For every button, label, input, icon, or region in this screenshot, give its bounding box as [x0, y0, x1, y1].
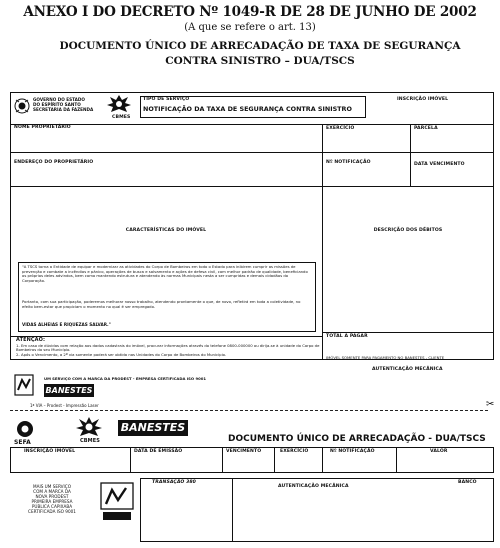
cbmes-label: CBMES — [112, 115, 131, 120]
attention-item-2: 2- Após o Vencimento, a 2ª via somente poderá ser obtida nas Unidades do Corpo de Bombeiros do Município. — [16, 352, 227, 357]
decree-reference: (A que se refere o art. 13) — [184, 22, 316, 33]
bottom-fiscal-year-label: EXERCÍCIO — [280, 449, 309, 454]
fire-department-emblem-icon — [74, 416, 104, 438]
property-features-label: CARACTERÍSTICAS DO IMÓVEL — [125, 228, 207, 233]
prodest-service-line: UM SERVIÇO COM A MARCA DA PRODEST - EMPRESA CERTIFICADA ISO 9001 — [44, 376, 207, 381]
information-slogan: VIDAS ALHEIAS E RIQUEZAS SALVAR." — [22, 322, 111, 327]
row-divider — [10, 124, 494, 125]
total-due-label: TOTAL A PAGAR — [326, 334, 368, 339]
cbmes-label: CBMES — [80, 438, 100, 444]
first-copy-line: 1ª VIA – Prodest - Impressão Laser — [30, 403, 99, 408]
col-divider — [322, 186, 323, 360]
fire-department-emblem-icon — [106, 94, 132, 114]
prodest-line-2: COM A MARCA DA — [33, 489, 71, 494]
scissors-icon: ✂ — [486, 399, 495, 410]
col-divider — [322, 447, 323, 473]
transaction-label: TRANSAÇÃO 380 — [152, 480, 196, 485]
cut-line — [10, 410, 488, 411]
owner-name-label: NOME PROPRIETÁRIO — [14, 125, 71, 130]
col-divider — [130, 447, 131, 473]
sefa-label: SEFA — [14, 439, 31, 446]
information-paragraph-1: "A TSCS torna a Entidade de equipar e modernizar as atividades do Corpo de Bombeiros em todo o Estado para inibirem cumprir as missões de prevenção e combate a incêndios e pânico, operações de busca e salvamento e ações de defesa civil, com melhor padrão de qualidade, beneficiando os próprios deles advindos, bem como mantendo estrutura e atendendo às normas Municipais nesta a ser cumpridas e demais cidadãos do Corporação. — [22, 264, 308, 283]
banestes-only-note: IMÓVEL SOMENTE PARA PAGAMENTO NO BANESTES - CLIENTE — [326, 355, 445, 360]
prodest-line-4: PRIMEIRA EMPRESA — [31, 499, 73, 504]
due-date-label: DATA VENCIMENTO — [414, 162, 465, 167]
col-divider — [396, 447, 397, 473]
attention-label: ATENÇÃO: — [16, 337, 46, 343]
bottom-due-date-label: VENCIMENTO — [226, 449, 262, 454]
row-divider — [10, 186, 494, 187]
row-divider — [10, 336, 322, 337]
prodest-line-6: CERTIFICADA ISO 9001 — [28, 509, 76, 514]
service-type-label: TIPO DE SERVIÇO — [143, 97, 190, 102]
decree-title: ANEXO I DO DECRETO Nº 1049-R DE 28 DE JUNHO DE 2002 — [23, 4, 477, 20]
installment-label: PARCELA — [414, 126, 438, 131]
information-paragraph-2: Portanto, com sua participação, poderemos melhorar nosso trabalho, atendendo prontamente o que, de novo, refletirá em toda a coletividade, no efeito bem-estar que propiciam o momento no qual é ser empregado. — [22, 299, 301, 309]
bottom-property-registration-label: INSCRIÇÃO IMÓVEL — [24, 449, 76, 454]
prodest-iso-seal-icon — [100, 482, 134, 522]
col-divider — [232, 478, 233, 542]
gov-line-2: DO ESPÍRITO SANTO — [33, 102, 81, 107]
col-divider — [222, 447, 223, 473]
issue-date-label: DATA DE EMISSÃO — [134, 449, 183, 454]
prodest-line-1: MAIS UM SERVIÇO — [32, 484, 71, 489]
document-title-line-2: CONTRA SINISTRO – DUA/TSCS — [165, 55, 355, 67]
col-divider — [410, 152, 411, 186]
espirito-santo-coat-of-arms-icon — [14, 97, 30, 115]
property-registration-label: INSCRIÇÃO IMÓVEL — [397, 97, 449, 102]
row-divider — [10, 152, 494, 153]
bottom-document-title: DOCUMENTO ÚNICO DE ARRECADAÇÃO - DUA/TSCS — [228, 434, 486, 444]
col-divider — [274, 447, 275, 473]
prodest-line-5: PÚBLICA CAPIXABA — [31, 504, 73, 509]
notification-number-label: Nº NOTIFICAÇÃO — [326, 160, 371, 165]
total-divider — [322, 332, 494, 333]
prodest-line-3: NOVA PRODEST — [35, 494, 69, 499]
col-divider — [322, 152, 323, 186]
bottom-mechanical-authentication-label: AUTENTICAÇÃO MECÂNICA — [278, 484, 349, 489]
amount-label: VALOR — [430, 449, 448, 454]
banestes-logo: BANESTES — [45, 386, 93, 395]
bottom-notification-number-label: Nº NOTIFICAÇÃO — [330, 449, 375, 454]
gov-line-1: GOVERNO DO ESTADO — [33, 97, 85, 102]
service-type-value: NOTIFICAÇÃO DA TAXA DE SEGURANÇA CONTRA SINISTRO — [143, 105, 352, 113]
col-divider — [410, 124, 411, 152]
debts-description-label: DESCRIÇÃO DOS DÉBITOS — [373, 228, 443, 233]
document-title-line-1: DOCUMENTO ÚNICO DE ARRECADAÇÃO DE TAXA DE SEGURANÇA — [59, 40, 461, 52]
banestes-logo: BANESTES — [118, 420, 188, 436]
col-divider — [322, 124, 323, 152]
bank-label: BANCO — [458, 480, 477, 485]
gov-line-3: SECRETARIA DA FAZENDA — [33, 107, 94, 112]
prodest-logo-icon — [14, 374, 34, 396]
owner-address-label: ENDEREÇO DO PROPRIETÁRIO — [14, 160, 94, 165]
attention-item-1: 1- Em caso de dúvidas com relação aos dados cadastrais do imóvel, procurar informações através do telefone 0800-000000 ou dirija-se à unidade do Corpo de Bombeiros do seu Município. — [16, 343, 320, 353]
mechanical-authentication-label: AUTENTICAÇÃO MECÂNICA — [372, 367, 443, 372]
sefa-logo-icon — [14, 420, 36, 438]
fiscal-year-label: EXERCÍCIO — [326, 126, 355, 131]
